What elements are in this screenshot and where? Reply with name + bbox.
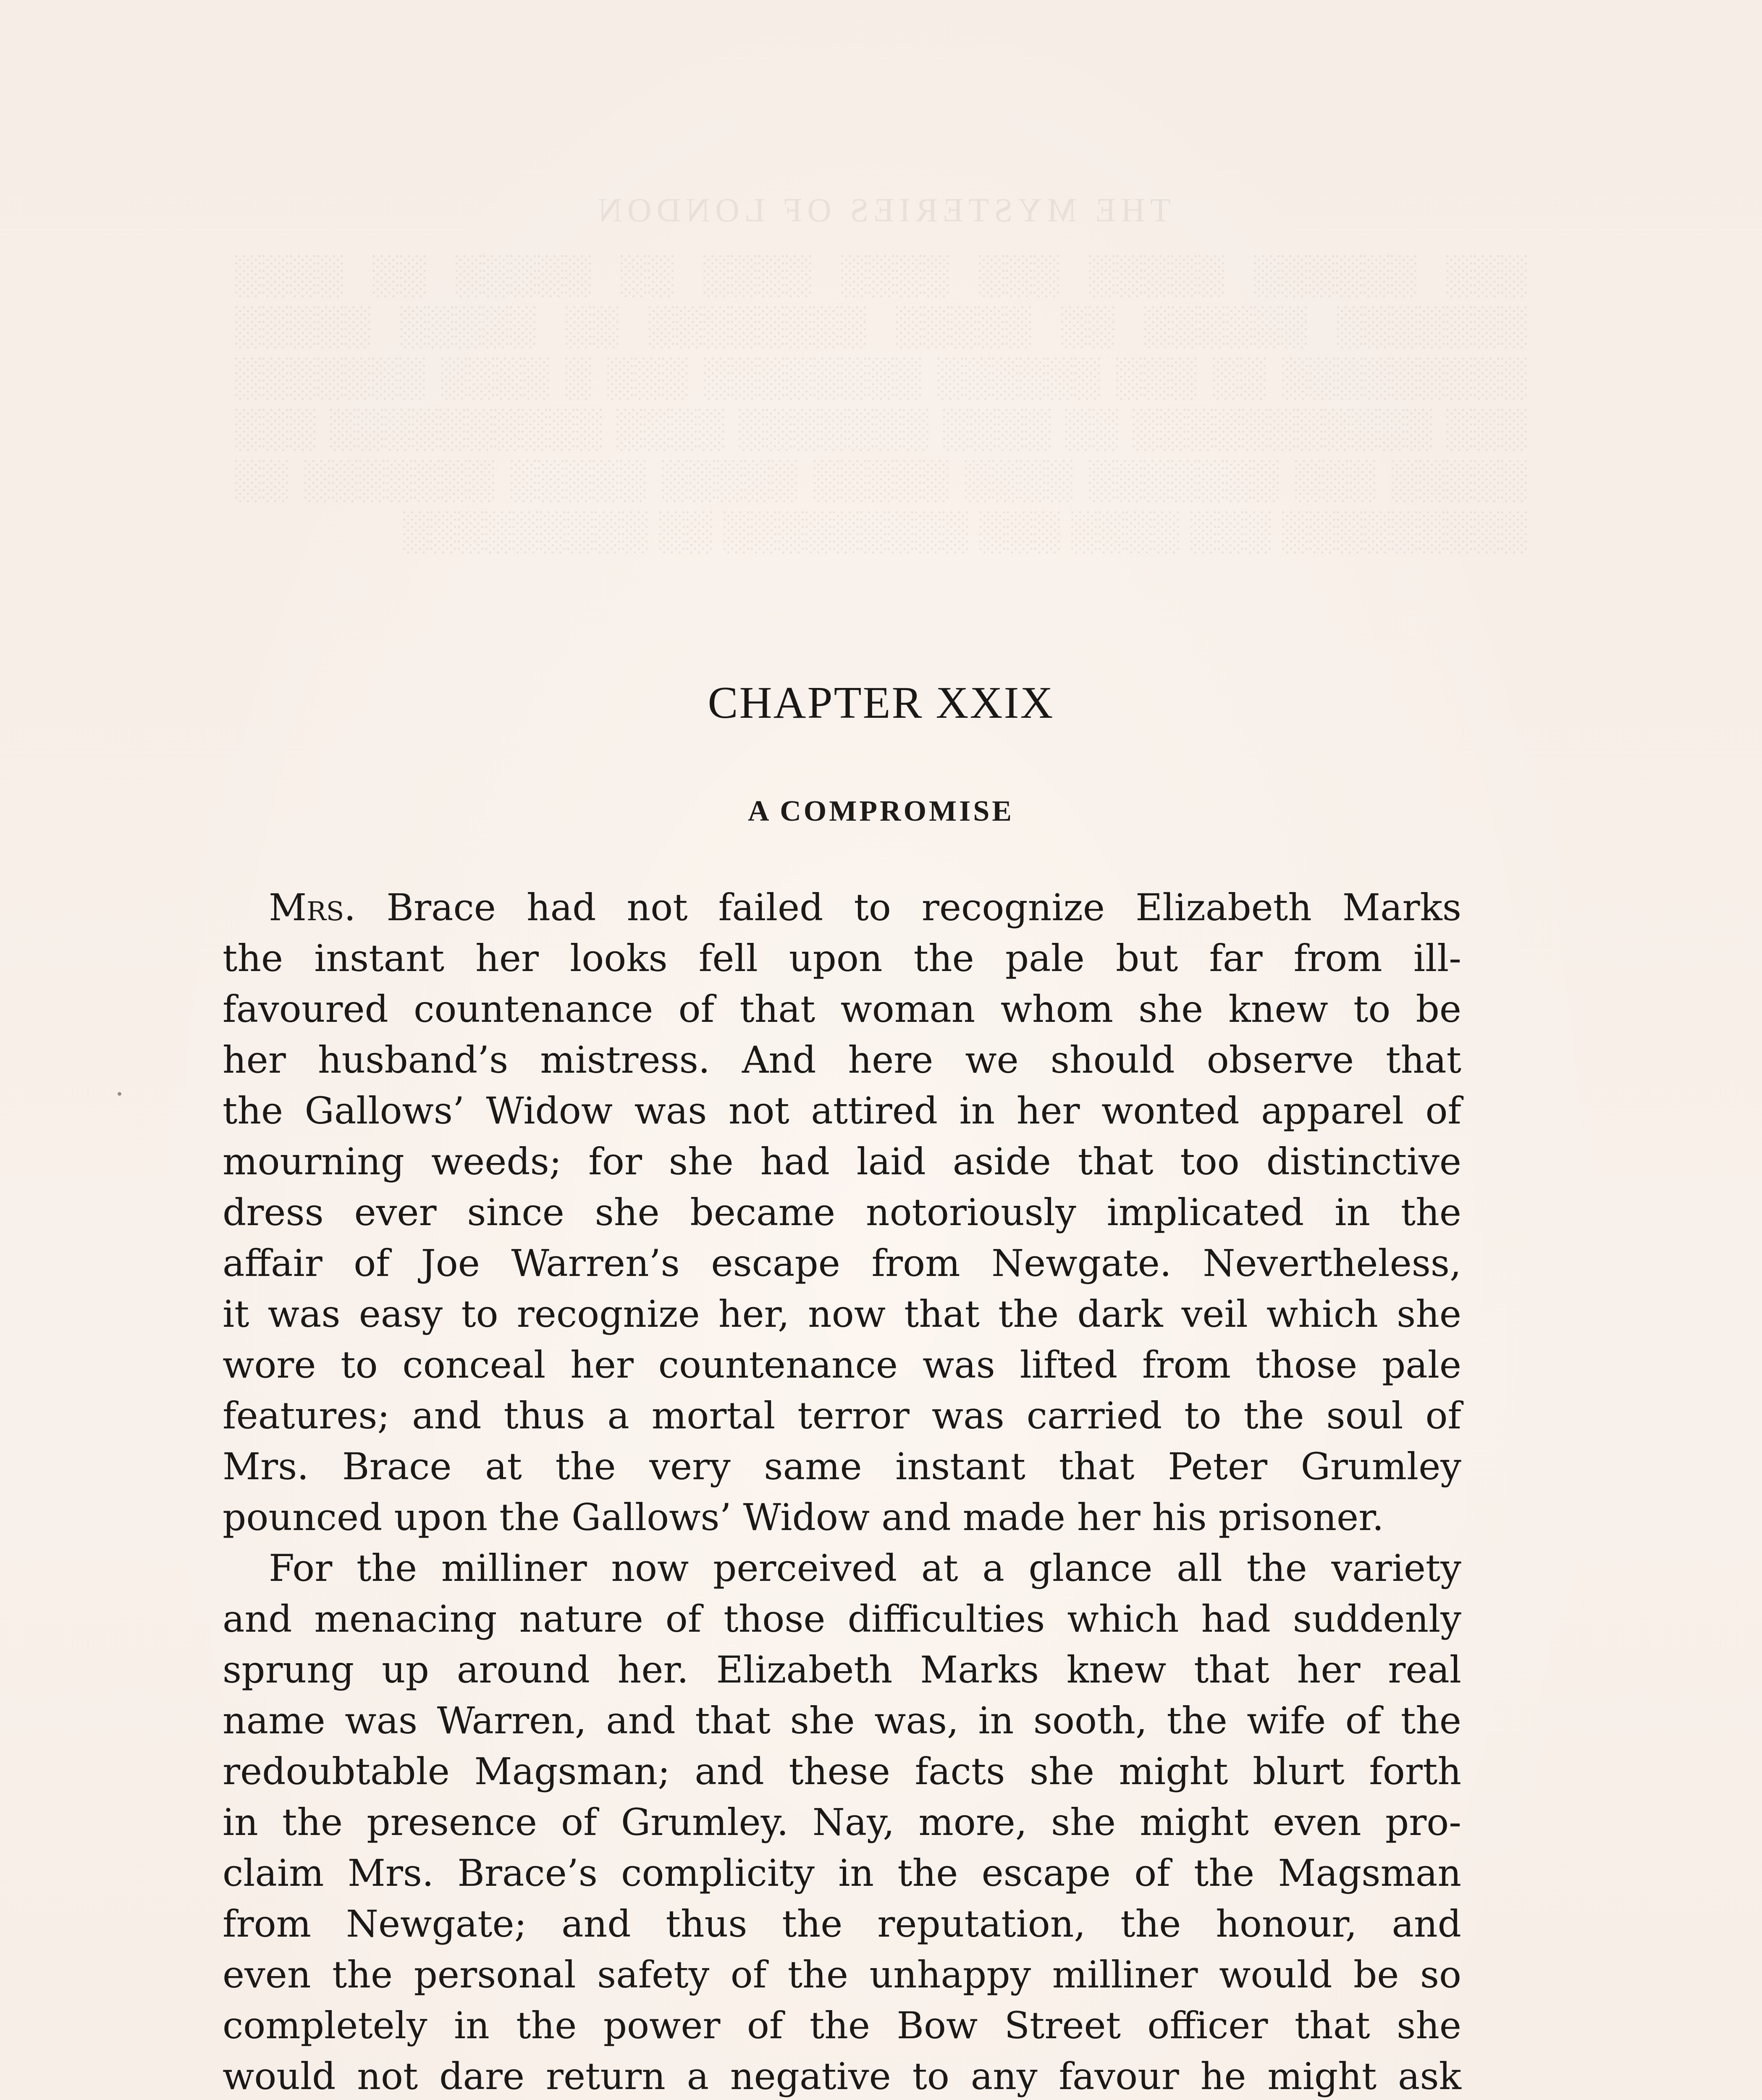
- line-text: the Gallows’ Widow was not attired in her wonted apparel of: [223, 1089, 1461, 1132]
- text-line: [223, 1136, 1461, 1187]
- chapter-title: CHAPTER XXIX: [708, 678, 1054, 728]
- text-line: [223, 1848, 1461, 1898]
- text-line: [223, 1695, 1461, 1746]
- text-line: [223, 1289, 1461, 1339]
- line-text: dress ever since she became notoriously implicated in the: [223, 1191, 1461, 1234]
- text-line: [223, 1746, 1461, 1797]
- text-line: [223, 1797, 1461, 1848]
- text-line: [223, 2051, 1461, 2100]
- line-text: features; and thus a mortal terror was carried to the soul of: [223, 1394, 1461, 1437]
- line-text: redoubtable Magsman; and these facts she might blurt forth: [223, 1750, 1461, 1793]
- text-line: [223, 933, 1461, 984]
- line-text: Mrs. Brace at the very same instant that Peter Grumley: [223, 1445, 1461, 1488]
- small-caps-lead: Mrs.: [269, 886, 356, 929]
- line-text: her husband’s mistress. And here we should observe that: [223, 1038, 1461, 1082]
- line-text: would not dare return a negative to any favour he might ask: [223, 2055, 1461, 2098]
- text-line: [223, 1187, 1461, 1238]
- text-line: [223, 1339, 1461, 1390]
- text-line: [223, 1644, 1461, 1695]
- line-text: wore to conceal her countenance was lifted from those pale: [223, 1343, 1461, 1386]
- text-line: [223, 2000, 1461, 2051]
- line-text: and menacing nature of those difficulties which had suddenly: [223, 1597, 1461, 1641]
- line-text: it was easy to recognize her, now that the dark veil which she: [223, 1292, 1461, 1336]
- text-line: [223, 1238, 1461, 1289]
- line-text: pounced upon the Gallows’ Widow and made her his prisoner.: [223, 1496, 1384, 1539]
- line-text: Brace had not failed to recognize Elizabeth Marks: [356, 886, 1461, 929]
- text-line: [223, 1441, 1461, 1492]
- line-text: For the milliner now perceived at a glance all the variety: [269, 1546, 1461, 1590]
- chapter-subtitle: A COMPROMISE: [748, 795, 1014, 827]
- paper-speck: [118, 1092, 121, 1096]
- line-text: affair of Joe Warren’s escape from Newgate. Nevertheless,: [223, 1242, 1461, 1285]
- show-through-text: THE MYSTERIES OF LONDON ░░░ ░░░░░░ ░░░░░ ░░░ ░░░░ ░░░░ ░░ ░░░░░ ░░ ░░░░ ░░░░░░░ ░░░░░░ ░░ ░░░░░ ░░░░░░░░ ░░ ░░░░░ ░░░░░ ░░░░░░░░░ ░░ ░░░ ░░░░░░ ░░░░░░░░ ░░░ ░ ░░░░ ░░░░░░░ ░░░ ░░░░░░░░░░░ ░░ ░░░░ ░░░░░░░ ░░░░ ░░░░░░░░░░ ░░░ ░░░░░ ░░░ ░░░░░░░ ░░░░ ░░░░░ ░░░░░ ░░░░░ ░░░░░░░ ░░ ░░░░░░░░░ ░░░ ░░░░ ░░░ ░░░░░░░░░ ░░ ░░░░░░░░░: [235, 192, 1529, 552]
- text-line: [223, 1543, 1461, 1593]
- line-text: claim Mrs. Brace’s complicity in the escape of the Magsman: [223, 1851, 1461, 1895]
- text-line: [223, 1593, 1461, 1644]
- text-line: [223, 1390, 1461, 1441]
- text-line: [223, 1898, 1461, 1949]
- line-text: completely in the power of the Bow Street officer that she: [223, 2004, 1461, 2047]
- paragraph: [223, 882, 1461, 1543]
- line-text: even the personal safety of the unhappy milliner would be so: [223, 1953, 1461, 1996]
- text-line: [223, 1034, 1461, 1085]
- line-text: name was Warren, and that she was, in sooth, the wife of the: [223, 1699, 1461, 1742]
- text-line: [223, 1949, 1461, 2000]
- line-text: in the presence of Grumley. Nay, more, she might even pro-: [223, 1801, 1461, 1844]
- line-text: favoured countenance of that woman whom she knew to be: [223, 987, 1461, 1031]
- text-line: [223, 882, 1461, 933]
- line-text: from Newgate; and thus the reputation, the honour, and: [223, 1902, 1461, 1945]
- text-line: [223, 984, 1461, 1034]
- text-line: [223, 1085, 1461, 1136]
- text-line: [223, 1492, 1461, 1543]
- line-text: mourning weeds; for she had laid aside that too distinctive: [223, 1140, 1461, 1183]
- paragraph: [223, 1543, 1461, 2100]
- line-text: sprung up around her. Elizabeth Marks knew that her real: [223, 1648, 1461, 1691]
- chapter-body: [223, 882, 1461, 2100]
- line-text: the instant her looks fell upon the pale but far from ill-: [223, 937, 1461, 980]
